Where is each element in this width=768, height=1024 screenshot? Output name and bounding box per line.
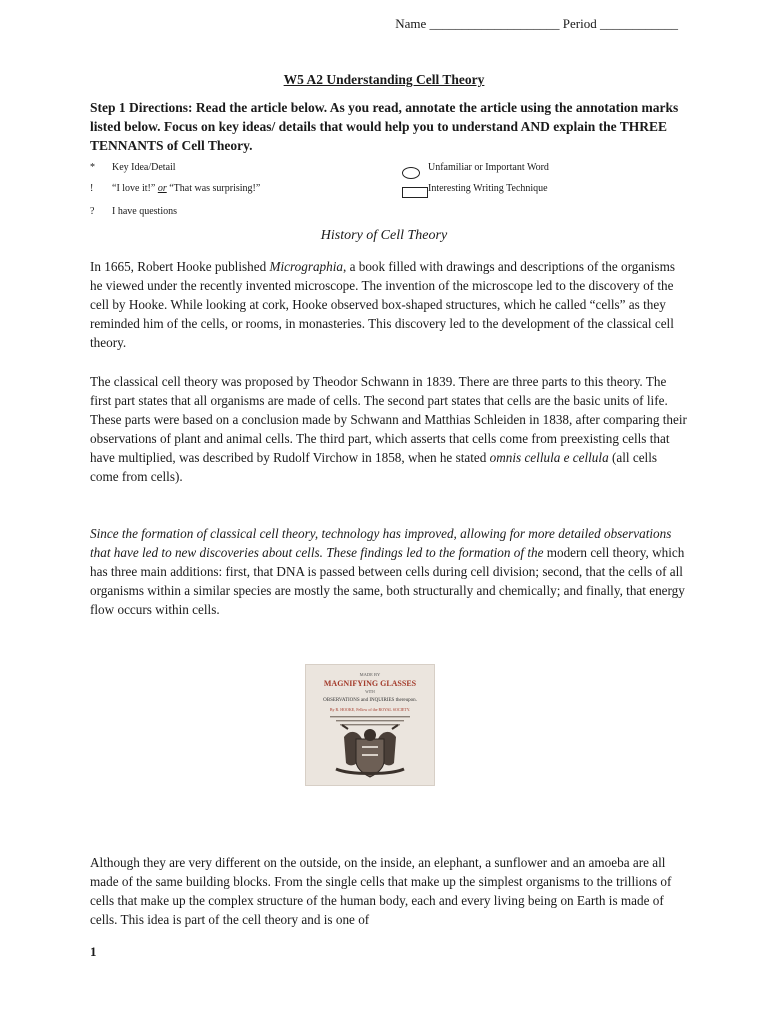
img-line-2: MAGNIFYING GLASSES <box>323 679 417 688</box>
rectangle-icon <box>402 187 428 198</box>
p1-text-b: , a book filled with drawings and descriptions of the organisms he viewed under the recently invented microscope. The invention of the microscope led to the discovery of the cell by Hooke. While looking at cork, Hooke observed box-shaped structures, which he called “cells” as they reminded him of the cells, or rooms, in monasteries. This discovery led to the development of the classical cell theory. <box>90 259 675 350</box>
p3-italic-text: Since the formation of classical cell theory, technology has improved, allowing for more detailed observations that have led to new discoveries about cells. These findings led to the formation of the <box>90 526 672 560</box>
p2-text-b: (all cells come from cells). <box>90 450 658 484</box>
paragraph-4: Although they are very different on the outside, on the inside, an elephant, a sunflower and an amoeba are all made of the same building blocks. From the single cells that make up the simplest organisms to the trillions of cells that make up the complex structure of the human body, each and every living being on Earth is made of cells. This idea is part of the cell theory and is one of <box>90 855 672 927</box>
p2-text-a: The classical cell theory was proposed by Theodor Schwann in 1839. There are three parts to this theory. The first part states that all organisms are made of cells. The second part states that cells are the basic units of life. These parts were based on a conclusion made by Schwann and Matthias Schleiden in 1838, after comparing their observations of plant and animal cells. The third part, which asserts that cells come from preexisting cells that have multiplied, was described by Rudolf Virchow in 1858, when he stated <box>90 374 687 465</box>
question-symbol: ? <box>90 206 95 217</box>
legend-surprising <box>112 183 260 194</box>
page-title-text: W5 A2 Understanding Cell Theory <box>283 72 485 87</box>
img-line-3: WITH <box>365 690 375 694</box>
paragraph-2 <box>90 372 688 486</box>
legend-unfamiliar-word: Unfamiliar or Important Word <box>428 162 549 173</box>
p3-text: modern cell theory, which has three main additions: first, that DNA is passed between cells during cell division; second, that the cells of all organisms within a similar species are mostly the same, both structurally and chemically; and finally, that energy flow occurs within cells. <box>90 545 685 617</box>
legend-row-2 <box>90 183 690 199</box>
page-number: 1 <box>90 944 97 959</box>
p1-book-title: Micrographia <box>269 259 343 274</box>
legend-row-3 <box>90 206 690 222</box>
img-line-1: MADE BY <box>359 672 381 677</box>
legend-key-idea: Key Idea/Detail <box>112 162 176 173</box>
name-period-line: Name ____________________ Period ____________ <box>395 16 678 31</box>
legend-questions: I have questions <box>112 206 177 217</box>
section-title: History of Cell Theory <box>320 228 448 243</box>
p1-text-a: In 1665, Robert Hooke published <box>90 259 270 274</box>
legend-surprising-b: “That was surprising!” <box>166 183 261 194</box>
micrographia-illustration <box>306 665 434 785</box>
exclamation-symbol: ! <box>90 183 94 194</box>
directions: Step 1 Directions: Read the article below. As you read, annotate the article using the annotation marks listed below. Focus on key ideas/ details that would help you to understand AND explain the THREE TENNANTS of Cell Theory. <box>90 100 679 153</box>
oval-icon <box>402 167 420 179</box>
p2-latin-phrase: omnis cellula e cellula <box>489 450 609 465</box>
legend-or: or <box>157 183 167 194</box>
legend-writing-technique: Interesting Writing Technique <box>428 183 548 194</box>
paragraph-3 <box>90 524 688 619</box>
paragraph-1 <box>90 257 688 352</box>
page-title <box>0 72 768 88</box>
asterisk-symbol: * <box>90 162 95 173</box>
legend-surprising-a: “I love it!” <box>112 183 158 194</box>
img-line-4: OBSERVATIONS and INQUIRIES thereupon. <box>323 698 417 703</box>
micrographia-title-page-image <box>305 664 435 786</box>
img-line-5: By R. HOOKE, Fellow of the ROYAL SOCIETY. <box>329 707 411 712</box>
legend-row-1 <box>90 162 690 178</box>
